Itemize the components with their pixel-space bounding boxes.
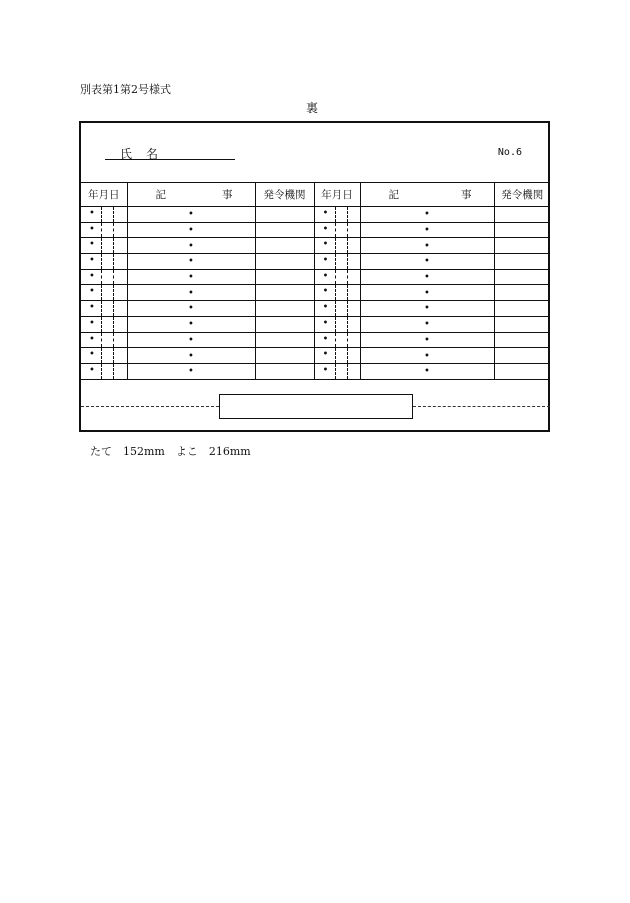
bullet-mark: • — [188, 272, 194, 284]
record-cell[interactable] — [127, 285, 255, 301]
bullet-mark: • — [322, 364, 329, 376]
dashed-separator — [347, 254, 348, 269]
date-cell[interactable] — [81, 316, 127, 332]
header-date-right: 年月日 — [314, 183, 360, 207]
record-cell[interactable] — [360, 254, 494, 270]
issuer-cell[interactable] — [494, 363, 550, 379]
date-cell[interactable] — [314, 222, 360, 238]
dashed-separator — [335, 333, 336, 348]
header-record-right: 記 事 — [360, 183, 494, 207]
bullet-mark: • — [188, 350, 194, 362]
dashed-separator — [347, 223, 348, 238]
dashed-separator — [347, 285, 348, 300]
bullet-mark: • — [188, 334, 194, 346]
date-cell[interactable] — [81, 222, 127, 238]
table-row — [81, 269, 550, 285]
issuer-cell[interactable] — [494, 238, 550, 254]
date-cell[interactable] — [81, 301, 127, 317]
dashed-separator — [335, 270, 336, 285]
dashed-separator — [113, 348, 114, 363]
record-cell[interactable] — [360, 348, 494, 364]
stamp-box — [219, 394, 413, 419]
dashed-separator — [347, 270, 348, 285]
dashed-separator — [347, 333, 348, 348]
bullet-mark: • — [322, 255, 329, 267]
issuer-cell[interactable] — [494, 316, 550, 332]
dashed-separator — [101, 317, 102, 332]
dashed-separator — [347, 207, 348, 222]
record-cell[interactable] — [360, 332, 494, 348]
dashed-separator — [113, 285, 114, 300]
dashed-separator — [101, 364, 102, 379]
issuer-cell[interactable] — [255, 301, 314, 317]
bullet-mark: • — [89, 364, 95, 376]
issuer-cell[interactable] — [255, 207, 314, 223]
dashed-separator — [101, 223, 102, 238]
stamp-area — [81, 378, 550, 432]
dashed-separator — [335, 364, 336, 379]
bullet-mark: • — [89, 302, 95, 314]
header-issuer-right: 発令機関 — [494, 183, 550, 207]
record-cell[interactable] — [127, 348, 255, 364]
bullet-mark: • — [89, 255, 95, 267]
dashed-separator — [335, 238, 336, 253]
record-cell[interactable] — [127, 238, 255, 254]
issuer-cell[interactable] — [255, 316, 314, 332]
record-table — [81, 182, 550, 380]
issuer-cell[interactable] — [494, 285, 550, 301]
bullet-mark: • — [188, 240, 194, 252]
dashed-separator — [335, 207, 336, 222]
bullet-mark: • — [188, 366, 194, 378]
bullet-mark: • — [188, 319, 194, 331]
date-cell[interactable] — [81, 269, 127, 285]
table-row — [81, 332, 550, 348]
table-row — [81, 316, 550, 332]
record-cell[interactable] — [360, 285, 494, 301]
record-cell[interactable] — [360, 207, 494, 223]
record-cell[interactable] — [360, 301, 494, 317]
bullet-mark: • — [322, 208, 329, 219]
date-cell[interactable] — [81, 285, 127, 301]
dashed-separator — [347, 301, 348, 316]
date-cell[interactable] — [314, 348, 360, 364]
bullet-mark: • — [424, 366, 430, 378]
date-cell[interactable] — [314, 238, 360, 254]
date-cell[interactable] — [314, 285, 360, 301]
bullet-mark: • — [424, 287, 430, 299]
issuer-cell[interactable] — [255, 238, 314, 254]
dashed-separator — [335, 348, 336, 363]
bullet-mark: • — [89, 270, 95, 282]
bullet-mark: • — [89, 208, 95, 219]
dashed-separator — [101, 348, 102, 363]
card-side-label: 裏 — [306, 101, 319, 115]
size-note: たて 152mm よこ 216mm — [90, 445, 251, 458]
issuer-cell[interactable] — [255, 269, 314, 285]
record-cell[interactable] — [127, 254, 255, 270]
bullet-mark: • — [424, 319, 430, 331]
issuer-cell[interactable] — [494, 301, 550, 317]
name-field — [105, 145, 235, 160]
bullet-mark: • — [424, 225, 430, 237]
dashed-separator — [335, 223, 336, 238]
record-cell[interactable] — [127, 269, 255, 285]
issuer-cell[interactable] — [255, 332, 314, 348]
header-issuer-left: 発令機関 — [255, 183, 314, 207]
bullet-mark: • — [424, 209, 430, 221]
dashed-separator — [335, 301, 336, 316]
table-row — [81, 207, 550, 223]
dashed-separator — [113, 238, 114, 253]
table-row — [81, 238, 550, 254]
card-number: No.6 — [497, 147, 522, 158]
record-cell[interactable] — [360, 222, 494, 238]
record-card — [79, 121, 550, 432]
table-row — [81, 363, 550, 379]
date-cell[interactable] — [314, 254, 360, 270]
bullet-mark: • — [188, 209, 194, 221]
table-row — [81, 348, 550, 364]
record-cell[interactable] — [127, 222, 255, 238]
date-cell[interactable] — [81, 207, 127, 223]
record-cell[interactable] — [360, 269, 494, 285]
header-record-left: 記 事 — [127, 183, 255, 207]
dashed-divider — [81, 406, 219, 407]
issuer-cell[interactable] — [255, 254, 314, 270]
issuer-cell[interactable] — [494, 332, 550, 348]
bullet-mark: • — [89, 286, 95, 298]
dashed-separator — [113, 254, 114, 269]
issuer-cell[interactable] — [255, 363, 314, 379]
name-label: 氏 名 — [120, 147, 160, 161]
bullet-mark: • — [424, 240, 430, 252]
issuer-cell[interactable] — [494, 207, 550, 223]
record-cell[interactable] — [127, 207, 255, 223]
dashed-separator — [335, 317, 336, 332]
table-header-row — [81, 183, 550, 207]
date-cell[interactable] — [314, 332, 360, 348]
date-cell[interactable] — [314, 301, 360, 317]
dashed-separator — [113, 223, 114, 238]
record-cell[interactable] — [360, 363, 494, 379]
dashed-separator — [347, 317, 348, 332]
date-cell[interactable] — [314, 269, 360, 285]
date-cell[interactable] — [314, 316, 360, 332]
bullet-mark: • — [188, 256, 194, 268]
bullet-mark: • — [322, 333, 329, 345]
table-row — [81, 301, 550, 317]
bullet-mark: • — [89, 239, 95, 251]
bullet-mark: • — [89, 349, 95, 361]
dashed-separator — [347, 364, 348, 379]
record-cell[interactable] — [127, 316, 255, 332]
date-cell[interactable] — [81, 238, 127, 254]
date-cell[interactable] — [314, 207, 360, 223]
form-number-label: 別表第1第2号様式 — [80, 83, 171, 96]
dashed-separator — [113, 317, 114, 332]
date-cell[interactable] — [81, 332, 127, 348]
dashed-separator — [101, 301, 102, 316]
table-row — [81, 222, 550, 238]
dashed-separator — [113, 364, 114, 379]
bullet-mark: • — [322, 302, 329, 314]
dashed-separator — [347, 348, 348, 363]
date-cell[interactable] — [81, 363, 127, 379]
issuer-cell[interactable] — [255, 285, 314, 301]
date-cell[interactable] — [81, 348, 127, 364]
dashed-separator — [101, 285, 102, 300]
table-row — [81, 254, 550, 270]
bullet-mark: • — [424, 256, 430, 268]
bullet-mark: • — [424, 303, 430, 315]
record-cell[interactable] — [127, 301, 255, 317]
bullet-mark: • — [322, 239, 329, 251]
bullet-mark: • — [188, 225, 194, 237]
dashed-separator — [113, 207, 114, 222]
table-row — [81, 285, 550, 301]
bullet-mark: • — [322, 223, 329, 235]
issuer-cell[interactable] — [494, 348, 550, 364]
date-cell[interactable] — [81, 254, 127, 270]
dashed-separator — [101, 254, 102, 269]
dashed-separator — [101, 270, 102, 285]
bullet-mark: • — [89, 317, 95, 329]
issuer-cell[interactable] — [494, 254, 550, 270]
dashed-separator — [101, 207, 102, 222]
dashed-separator — [101, 238, 102, 253]
dashed-separator — [335, 285, 336, 300]
bullet-mark: • — [322, 317, 329, 329]
bullet-mark: • — [89, 333, 95, 345]
dashed-divider — [413, 406, 550, 407]
header-date-left: 年月日 — [81, 183, 127, 207]
dashed-separator — [113, 270, 114, 285]
dashed-separator — [347, 238, 348, 253]
dashed-separator — [101, 333, 102, 348]
dashed-separator — [113, 301, 114, 316]
bullet-mark: • — [188, 287, 194, 299]
record-cell[interactable] — [360, 316, 494, 332]
issuer-cell[interactable] — [494, 269, 550, 285]
bullet-mark: • — [188, 303, 194, 315]
date-cell[interactable] — [314, 363, 360, 379]
bullet-mark: • — [424, 334, 430, 346]
record-cell[interactable] — [127, 332, 255, 348]
dashed-separator — [335, 254, 336, 269]
record-cell[interactable] — [127, 363, 255, 379]
issuer-cell[interactable] — [255, 348, 314, 364]
issuer-cell[interactable] — [494, 222, 550, 238]
record-cell[interactable] — [360, 238, 494, 254]
issuer-cell[interactable] — [255, 222, 314, 238]
bullet-mark: • — [424, 272, 430, 284]
bullet-mark: • — [322, 286, 329, 298]
bullet-mark: • — [322, 270, 329, 282]
bullet-mark: • — [424, 350, 430, 362]
bullet-mark: • — [322, 349, 329, 361]
dashed-separator — [113, 333, 114, 348]
bullet-mark: • — [89, 223, 95, 235]
